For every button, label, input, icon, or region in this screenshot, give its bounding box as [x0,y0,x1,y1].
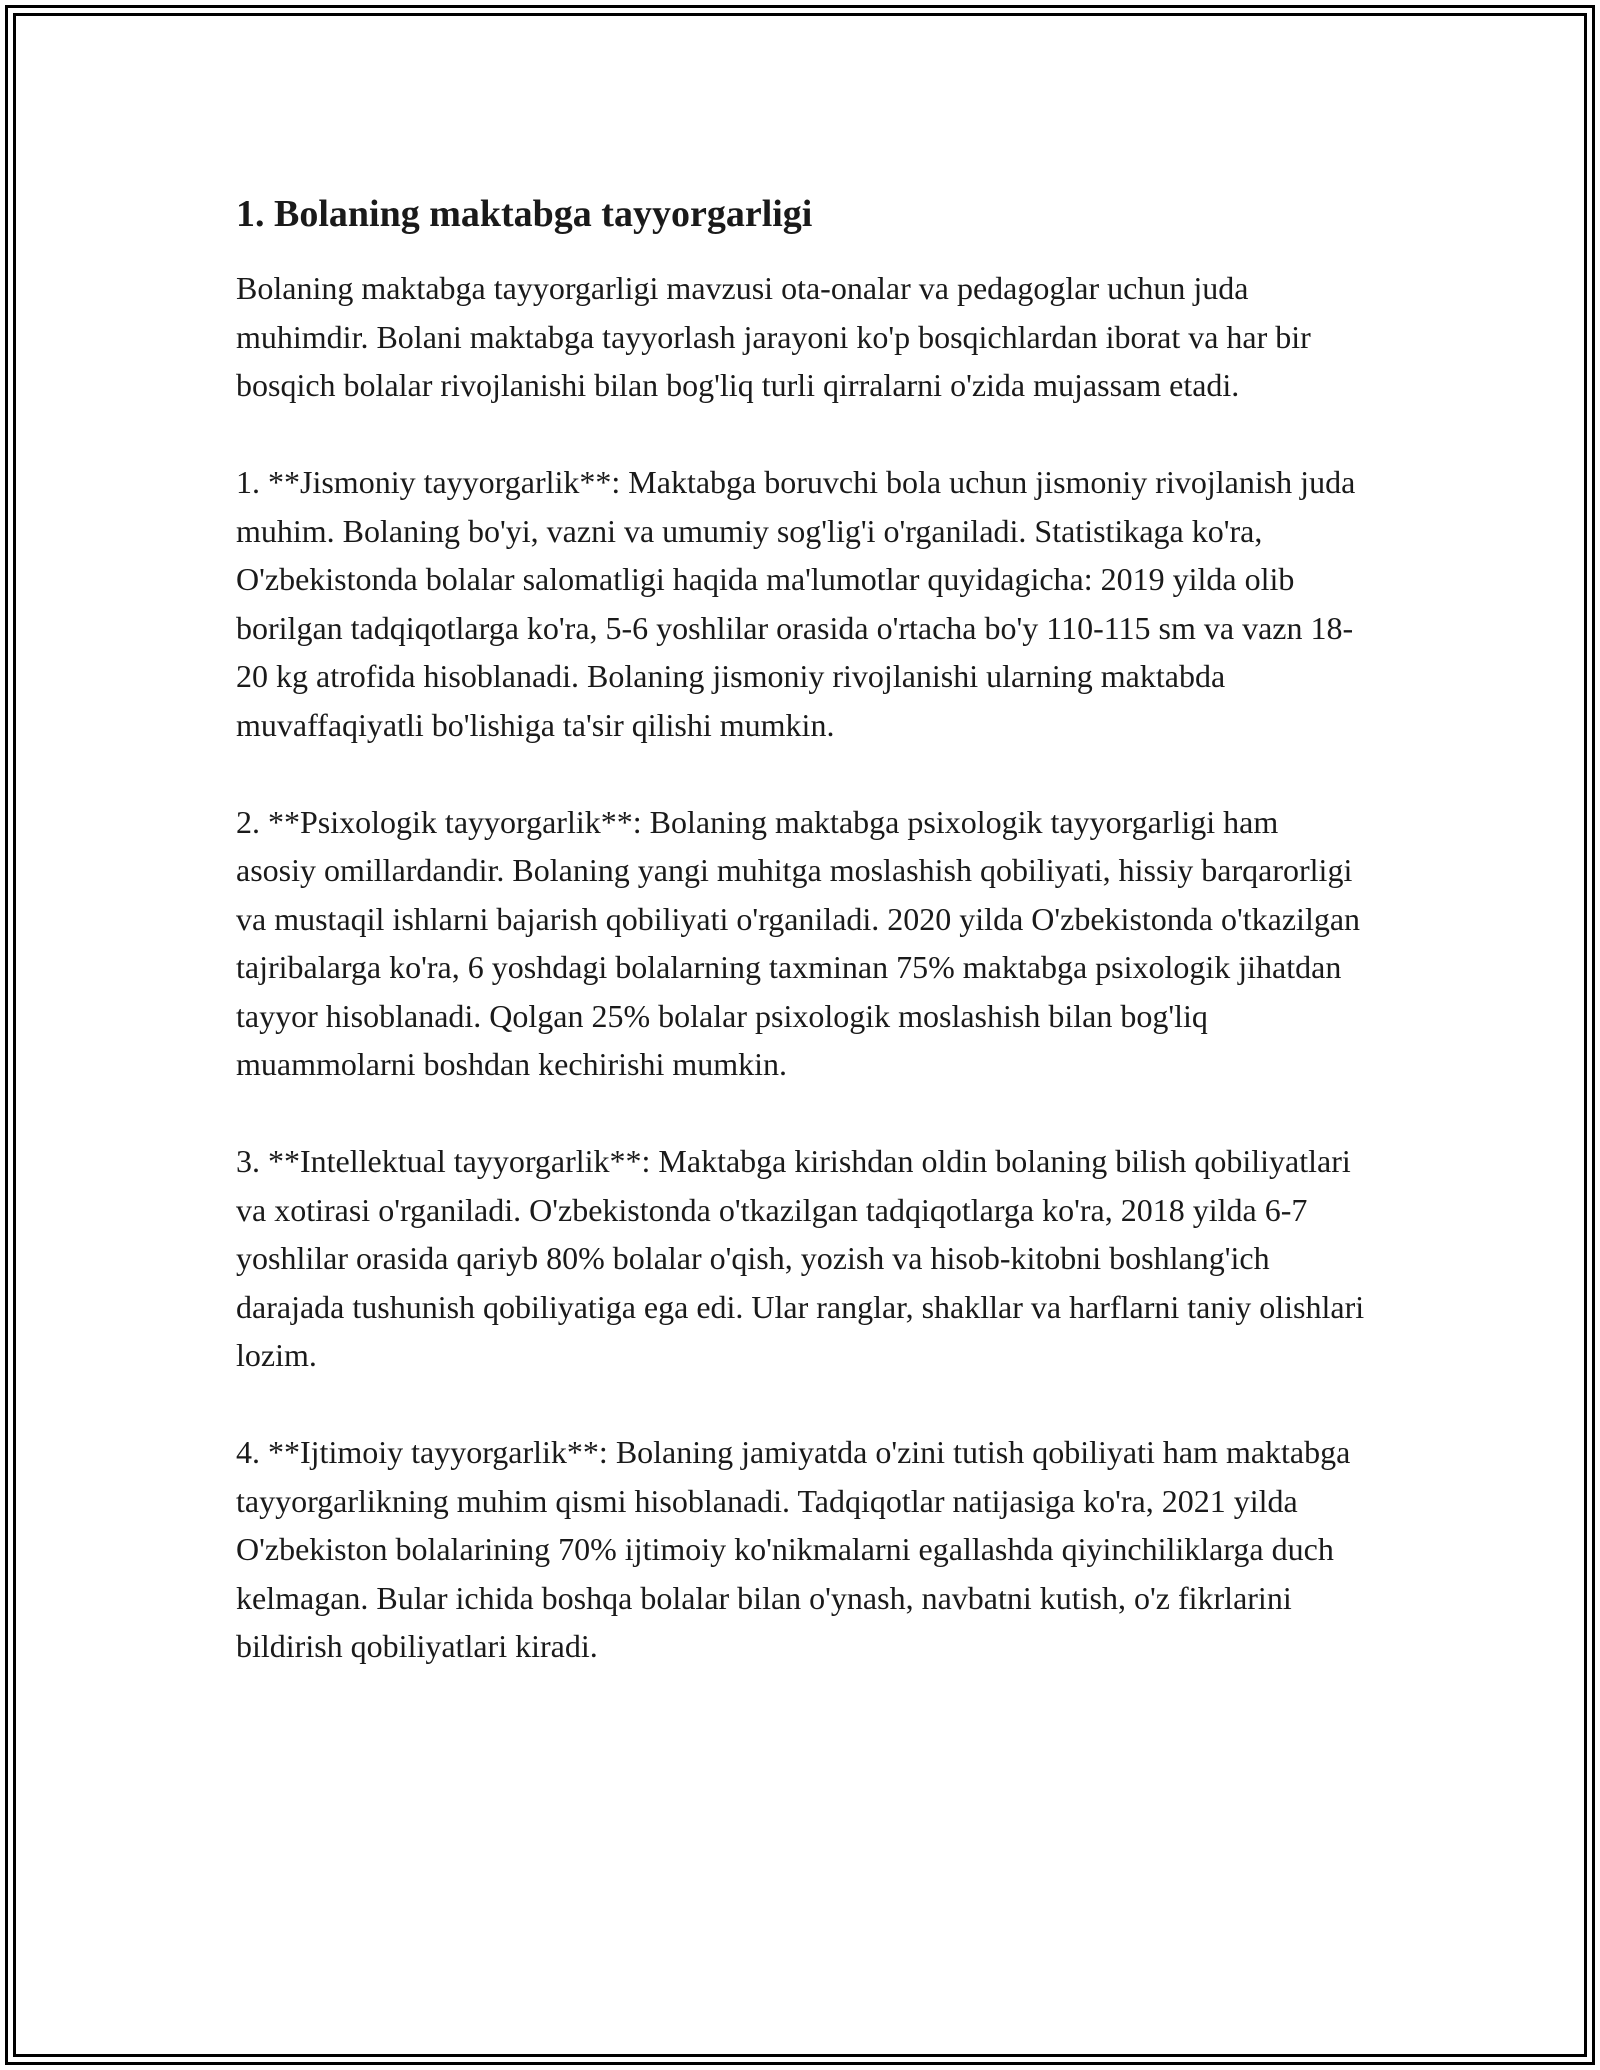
intellectual-readiness-paragraph: 3. **Intellektual tayyorgarlik**: Maktabga kirishdan oldin bolaning bilish qobiliyatlari va xotirasi o'rganiladi. O'zbekistonda o'tkazilgan tadqiqotlarga ko'ra, 2018 yilda 6-7 yoshlilar orasida qariyb 80% bolalar o'qish, yozish va hisob-kitobni boshlang'ich darajada tushunish qobiliyatiga ega edi. Ular ranglar, shakllar va harflarni taniy olishlari lozim. [236,1143,1365,1373]
psychological-readiness-paragraph: 2. **Psixologik tayyorgarlik**: Bolaning maktabga psixologik tayyorgarligi ham asosiy omillardandir. Bolaning yangi muhitga moslashish qobiliyati, hissiy barqarorligi va mustaqil ishlarni bajarish qobiliyati o'rganiladi. 2020 yilda O'zbekistonda o'tkazilgan tajribalarga ko'ra, 6 yoshdagi bolalarning taxminan 75% maktabga psixologik jihatdan tayyor hisoblanadi. Qolgan 25% bolalar psixologik moslashish bilan bog'liq muammolarni boshdan kechirishi mumkin. [236,803,1361,1082]
intro-paragraph: Bolaning maktabga tayyorgarligi mavzusi ota-onalar va pedagoglar uchun juda muhimdir. Bolani maktabga tayyorlash jarayoni ko'p bosqichlardan iborat va har bir bosqich bolalar rivojlanishi bilan bog'liq turli qirralarni o'zida mujassam etadi. [236,270,1311,403]
physical-readiness-paragraph: 1. **Jismoniy tayyorgarlik**: Maktabga boruvchi bola uchun jismoniy rivojlanish juda muhim. Bolaning bo'yi, vazni va umumiy sog'lig'i o'rganiladi. Statistikaga ko'ra, O'zbekistonda bolalar salomatligi haqida ma'lumotlar quyidagicha: 2019 yilda olib borilgan tadqiqotlarga ko'ra, 5-6 yoshlilar orasida o'rtacha bo'y 110-115 sm va vazn 18-20 kg atrofida hisoblanadi. Bolaning jismoniy rivojlanishi ularning maktabda muvaffaqiyatli bo'lishiga ta'sir qilishi mumkin. [236,464,1356,743]
social-readiness-paragraph: 4. **Ijtimoiy tayyorgarlik**: Bolaning jamiyatda o'zini tutish qobiliyati ham maktabga tayyorgarlikning muhim qismi hisoblanadi. Tadqiqotlar natijasiga ko'ra, 2021 yilda O'zbekiston bolalarining 70% ijtimoiy ko'nikmalarni egallashda qiyinchiliklarga duch kelmagan. Bular ichida boshqa bolalar bilan o'ynash, navbatni kutish, o'z fikrlarini bildirish qobiliyatlari kiradi. [236,1434,1351,1664]
section-title: 1. Bolaning maktabga tayyorgarligi [236,193,813,235]
document-body [236,186,1366,1719]
